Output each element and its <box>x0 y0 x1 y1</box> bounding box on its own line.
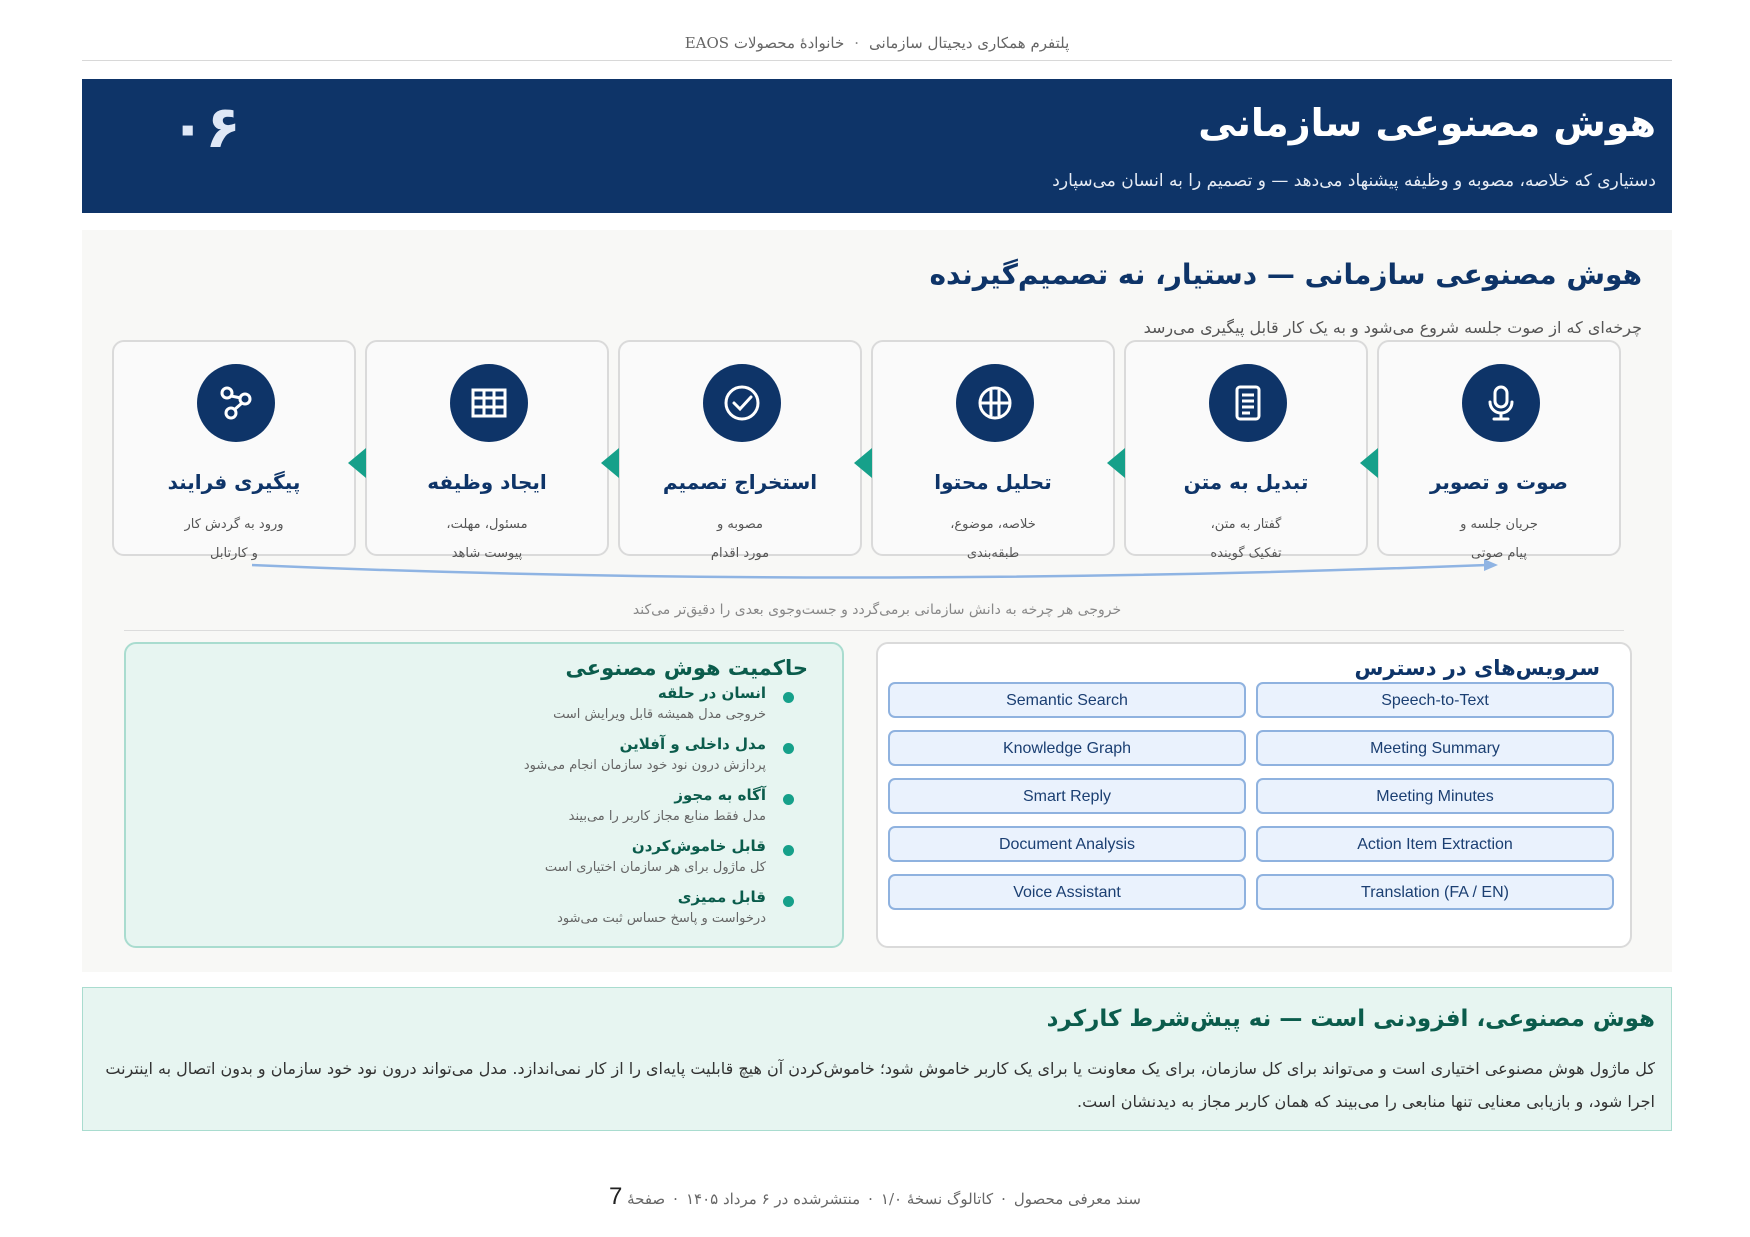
step-desc: مورد اقدام <box>710 546 770 561</box>
governance-item-head: آگاه به مجوز <box>674 786 766 804</box>
bullet-icon <box>783 794 794 805</box>
step-label: پیگیری فرایند <box>167 470 301 494</box>
governance-item <box>366 684 766 722</box>
panel-title: هوش مصنوعی سازمانی — دستیار، نه تصمیم‌گیرنده <box>929 258 1642 291</box>
bullet-icon <box>783 845 794 856</box>
governance-item <box>366 786 766 824</box>
governance-item-desc: مدل فقط منابع مجاز کاربر را می‌بیند <box>568 809 766 824</box>
step-desc: و کارتابل <box>210 546 258 561</box>
service-chip[interactable]: Meeting Minutes <box>1256 778 1614 814</box>
governance-box <box>124 642 844 948</box>
flow-arrow-icon <box>1107 448 1125 478</box>
section-header <box>82 79 1672 213</box>
service-chip[interactable]: Translation (FA / EN) <box>1256 874 1614 910</box>
governance-item <box>366 735 766 773</box>
governance-item-head: قابل ممیزی <box>677 888 766 906</box>
step-card-analysis <box>871 340 1115 561</box>
service-chip[interactable]: Voice Assistant <box>888 874 1246 910</box>
footer-published: منتشرشده در ۶ مرداد ۱۴۰۵ <box>685 1190 861 1208</box>
section-subtitle: دستیاری که خلاصه، مصوبه و وظیفه پیشنهاد می‌دهد — و تصمیم را به انسان می‌سپارد <box>1052 171 1656 191</box>
section-title: هوش مصنوعی سازمانی <box>1198 101 1656 145</box>
step-label: تبدیل به متن <box>1183 470 1309 494</box>
page-number: 7 <box>608 1183 623 1210</box>
workflow-icon <box>197 364 275 442</box>
service-chip[interactable]: Smart Reply <box>888 778 1246 814</box>
step-desc: پیام صوتی <box>1471 546 1527 561</box>
step-card-task <box>365 340 609 561</box>
step-desc: خلاصه، موضوع، <box>950 517 1036 532</box>
step-desc: ورود به گردش کار <box>184 517 284 532</box>
bullet-icon <box>783 743 794 754</box>
governance-item-head: قابل خاموش‌کردن <box>631 837 766 855</box>
governance-item-head: مدل داخلی و آفلاین <box>619 735 766 753</box>
step-card-decision <box>618 340 862 561</box>
service-chip[interactable]: Meeting Summary <box>1256 730 1614 766</box>
step-desc: جریان جلسه و <box>1460 517 1538 532</box>
governance-title: حاکمیت هوش مصنوعی <box>565 656 808 680</box>
flow-arrow-icon <box>854 448 872 478</box>
service-chip[interactable]: Action Item Extraction <box>1256 826 1614 862</box>
document-icon <box>1209 364 1287 442</box>
bullet-icon <box>783 896 794 907</box>
note-box <box>82 987 1672 1131</box>
step-desc: طبقه‌بندی <box>966 546 1020 561</box>
check-icon <box>703 364 781 442</box>
governance-item <box>366 888 766 926</box>
step-label: ایجاد وظیفه <box>427 470 547 494</box>
governance-item-desc: درخواست و پاسخ حساس ثبت می‌شود <box>557 911 766 926</box>
services-box <box>876 642 1632 948</box>
note-title: هوش مصنوعی، افزودنی است — نه پیش‌شرط کارکرد <box>1046 1006 1655 1032</box>
services-title: سرویس‌های در دسترس <box>1354 656 1600 680</box>
note-text: کل ماژول هوش مصنوعی اختیاری است و می‌تواند برای کل سازمان، برای یک معاونت یا برای یک کاربر خاموش شود؛ خاموش‌کردن آن هیچ قابلیت پایه‌ای را از کار نمی‌اندازد. مدل می‌تواند درون نود خود سازمان و بدون اتصال به اینترنت اجرا شود، و بازیابی معنایی تنها منابعی را می‌بیند که همان کاربر مجاز به دیدنشان است. <box>105 1059 1655 1111</box>
service-chip[interactable]: Speech-to-Text <box>1256 682 1614 718</box>
page-footer: سند معرفی محصول·کاتالوگ نسخهٔ ۱/۰·منتشرشده در ۶ مرداد ۱۴۰۵·صفحهٔ 7 <box>608 1183 1142 1210</box>
table-icon <box>450 364 528 442</box>
governance-item-head: انسان در حلقه <box>657 684 766 702</box>
step-card-audio <box>1377 340 1621 561</box>
service-chip[interactable]: Document Analysis <box>888 826 1246 862</box>
bullet-icon <box>783 692 794 703</box>
governance-item-desc: خروجی مدل همیشه قابل ویرایش است <box>553 707 766 722</box>
step-desc: پیوست شاهد <box>451 546 523 561</box>
feedback-loop-arrow-icon <box>82 550 1672 600</box>
divider <box>124 630 1624 631</box>
governance-item <box>366 837 766 875</box>
step-desc: مصوبه و <box>717 517 763 532</box>
step-card-workflow <box>112 340 356 561</box>
analysis-icon <box>956 364 1034 442</box>
governance-item-desc: پردازش درون نود خود سازمان انجام می‌شود <box>523 758 766 773</box>
service-chip[interactable]: Semantic Search <box>888 682 1246 718</box>
step-card-transcribe <box>1124 340 1368 561</box>
panel-subtitle: چرخه‌ای که از صوت جلسه شروع می‌شود و به یک کار قابل پیگیری می‌رسد <box>1143 318 1642 337</box>
family-label: خانوادهٔ محصولات EAOS <box>684 34 845 52</box>
step-label: استخراج تصمیم <box>662 470 818 494</box>
step-desc: مسئول، مهلت، <box>446 517 528 532</box>
ai-panel <box>82 230 1672 972</box>
step-label: تحلیل محتوا <box>934 470 1052 494</box>
footer-catalog: کاتالوگ نسخهٔ ۱/۰ <box>880 1190 994 1208</box>
flow-arrow-icon <box>1360 448 1378 478</box>
microphone-icon <box>1462 364 1540 442</box>
step-desc: گفتار به متن، <box>1210 517 1282 532</box>
platform-label: پلتفرم همکاری دیجیتال سازمانی <box>869 34 1070 52</box>
service-chip[interactable]: Knowledge Graph <box>888 730 1246 766</box>
step-desc: تفکیک گوینده <box>1210 546 1282 561</box>
top-bar: پلتفرم همکاری دیجیتال سازمانی·خانوادهٔ محصولات EAOS <box>82 28 1672 61</box>
loop-note: خروجی هر چرخه به دانش سازمانی برمی‌گردد و جست‌وجوی بعدی را دقیق‌تر می‌کند <box>632 602 1122 618</box>
flow-arrow-icon <box>348 448 366 478</box>
section-number: ۰۶ <box>170 93 241 161</box>
footer-page-label: صفحهٔ <box>627 1190 666 1208</box>
flow-arrow-icon <box>601 448 619 478</box>
footer-doc: سند معرفی محصول <box>1013 1190 1142 1208</box>
governance-item-desc: کل ماژول برای هر سازمان اختیاری است <box>544 860 766 875</box>
step-label: صوت و تصویر <box>1429 470 1569 494</box>
